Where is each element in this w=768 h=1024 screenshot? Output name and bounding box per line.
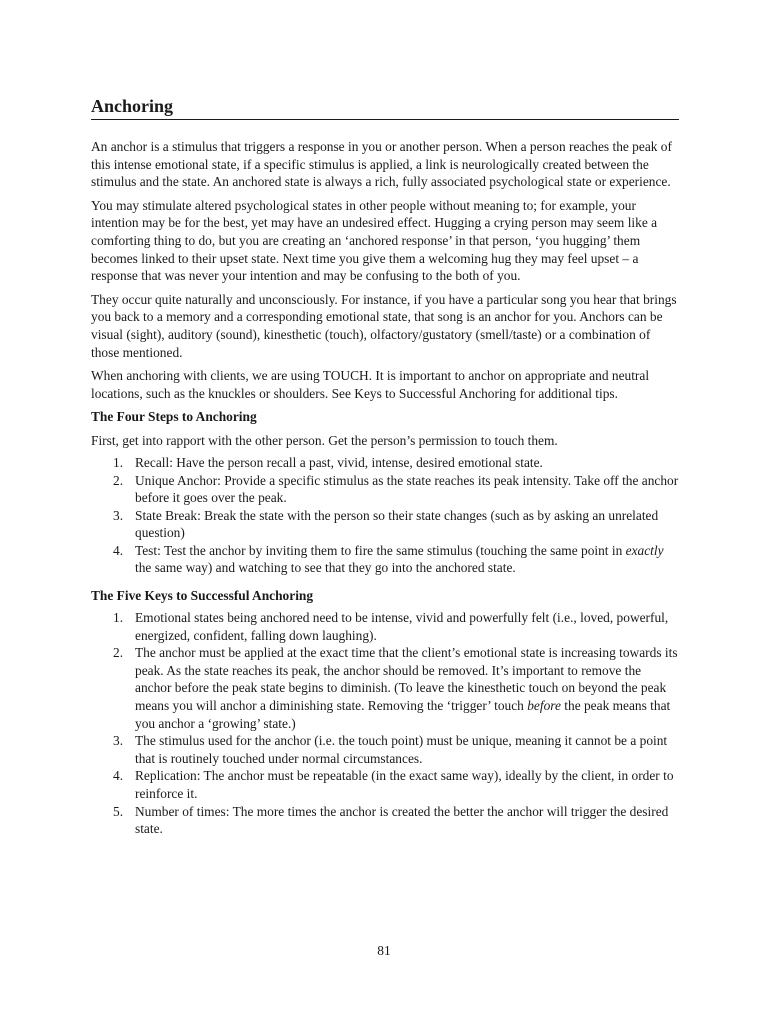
list-number: 3. (113, 733, 124, 749)
paragraph-touch-anchoring: When anchoring with clients, we are using TOUCH. It is important to anchor on appropriate and neutral locations, such as the knuckles or shoulders. See Keys to Successful Anchoring for additional tips. (91, 368, 650, 401)
page-number: 81 (377, 943, 391, 958)
document-page (91, 95, 679, 838)
list-number: 2. (113, 472, 124, 488)
list-text-after: the same way) and watching to see that they go into the anchored state. (135, 560, 516, 576)
list-text: The stimulus used for the anchor (i.e. the touch point) must be unique, meaning it cannot be a point that is routinely touched under normal circumstances. (135, 733, 668, 766)
list-text: Replication: The anchor must be repeatable (in the exact same way), ideally by the client, in order to reinforce it. (135, 768, 674, 801)
list-emphasis: exactly (625, 542, 664, 558)
list-number: 4. (113, 542, 124, 558)
list-number: 3. (113, 507, 124, 523)
list-item (91, 732, 679, 767)
list-number: 1. (113, 454, 124, 470)
steps-list (91, 454, 679, 577)
list-text: Unique Anchor: Provide a specific stimulus as the state reaches its peak intensity. Take off the anchor before it goes over the peak. (135, 472, 679, 506)
steps-heading: The Four Steps to Anchoring (91, 409, 257, 425)
list-text-after: the peak means that you anchor a ‘growing’ state.) (135, 698, 671, 731)
paragraph-definition: An anchor is a stimulus that triggers a response in you or another person. When a person reaches the peak of this intense emotional state, if a specific stimulus is applied, a link is neurologically created between the stimulus and the state. An anchored state is always a rich, fully associated psychological state or experience. (91, 139, 672, 190)
list-item (91, 472, 679, 507)
list-text: Emotional states being anchored need to be intense, vivid and powerfully felt (i.e., loved, powerful, energized, confident, falling down laughing). (135, 610, 669, 643)
list-number: 2. (113, 645, 124, 661)
list-item (91, 507, 679, 542)
list-item (91, 644, 679, 732)
list-number: 5. (113, 803, 124, 819)
list-number: 4. (113, 768, 124, 784)
list-item (91, 767, 679, 802)
list-item (91, 454, 679, 472)
page-title: Anchoring (91, 95, 679, 120)
list-text: State Break: Break the state with the person so their state changes (such as by asking an unrelated question) (135, 507, 659, 541)
list-text-before: The anchor must be applied at the exact time that the client’s emotional state is increasing towards its peak. As the state reaches its peak, the anchor should be removed. It’s important to remove the anchor before the peak state begins to diminish. (To leave the kinesthetic touch on beyond the peak means you will anchor a diminishing state. Removing the ‘trigger’ touch (135, 645, 678, 714)
list-emphasis: before (527, 698, 561, 714)
list-text: Number of times: The more times the anchor is created the better the anchor will trigger the desired state. (135, 803, 669, 837)
paragraph-natural-anchors: They occur quite naturally and unconsciously. For instance, if you have a particular song you hear that brings you back to a memory and a corresponding emotional state, that song is an anchor for you. Anchors can be visual (sight), auditory (sound), kinesthetic (touch), olfactory/gustatory (smell/taste) or a combination of those mentioned. (91, 291, 677, 360)
keys-list (91, 609, 679, 838)
list-item (91, 609, 679, 644)
list-item (91, 803, 679, 838)
list-text: Recall: Have the person recall a past, vivid, intense, desired emotional state. (135, 454, 543, 470)
paragraph-unintended-anchors: You may stimulate altered psychological states in other people without meaning to; for example, your intention may be for the best, yet may have an undesired effect. Hugging a crying person may seem like a comforting thing to do, but you are creating an ‘anchored response’ in that person, ‘you hugging’ them becomes linked to their upset state. Next time you give them a welcoming hug they may feel upset – a response that was never your intention and may be confusing to the both of you. (91, 197, 658, 284)
list-item (91, 542, 679, 577)
keys-heading: The Five Keys to Successful Anchoring (91, 588, 314, 604)
steps-lead: First, get into rapport with the other person. Get the person’s permission to touch them. (91, 433, 558, 449)
list-text-before: Test: Test the anchor by inviting them to fire the same stimulus (touching the same point in (135, 542, 626, 558)
list-number: 1. (113, 610, 124, 626)
